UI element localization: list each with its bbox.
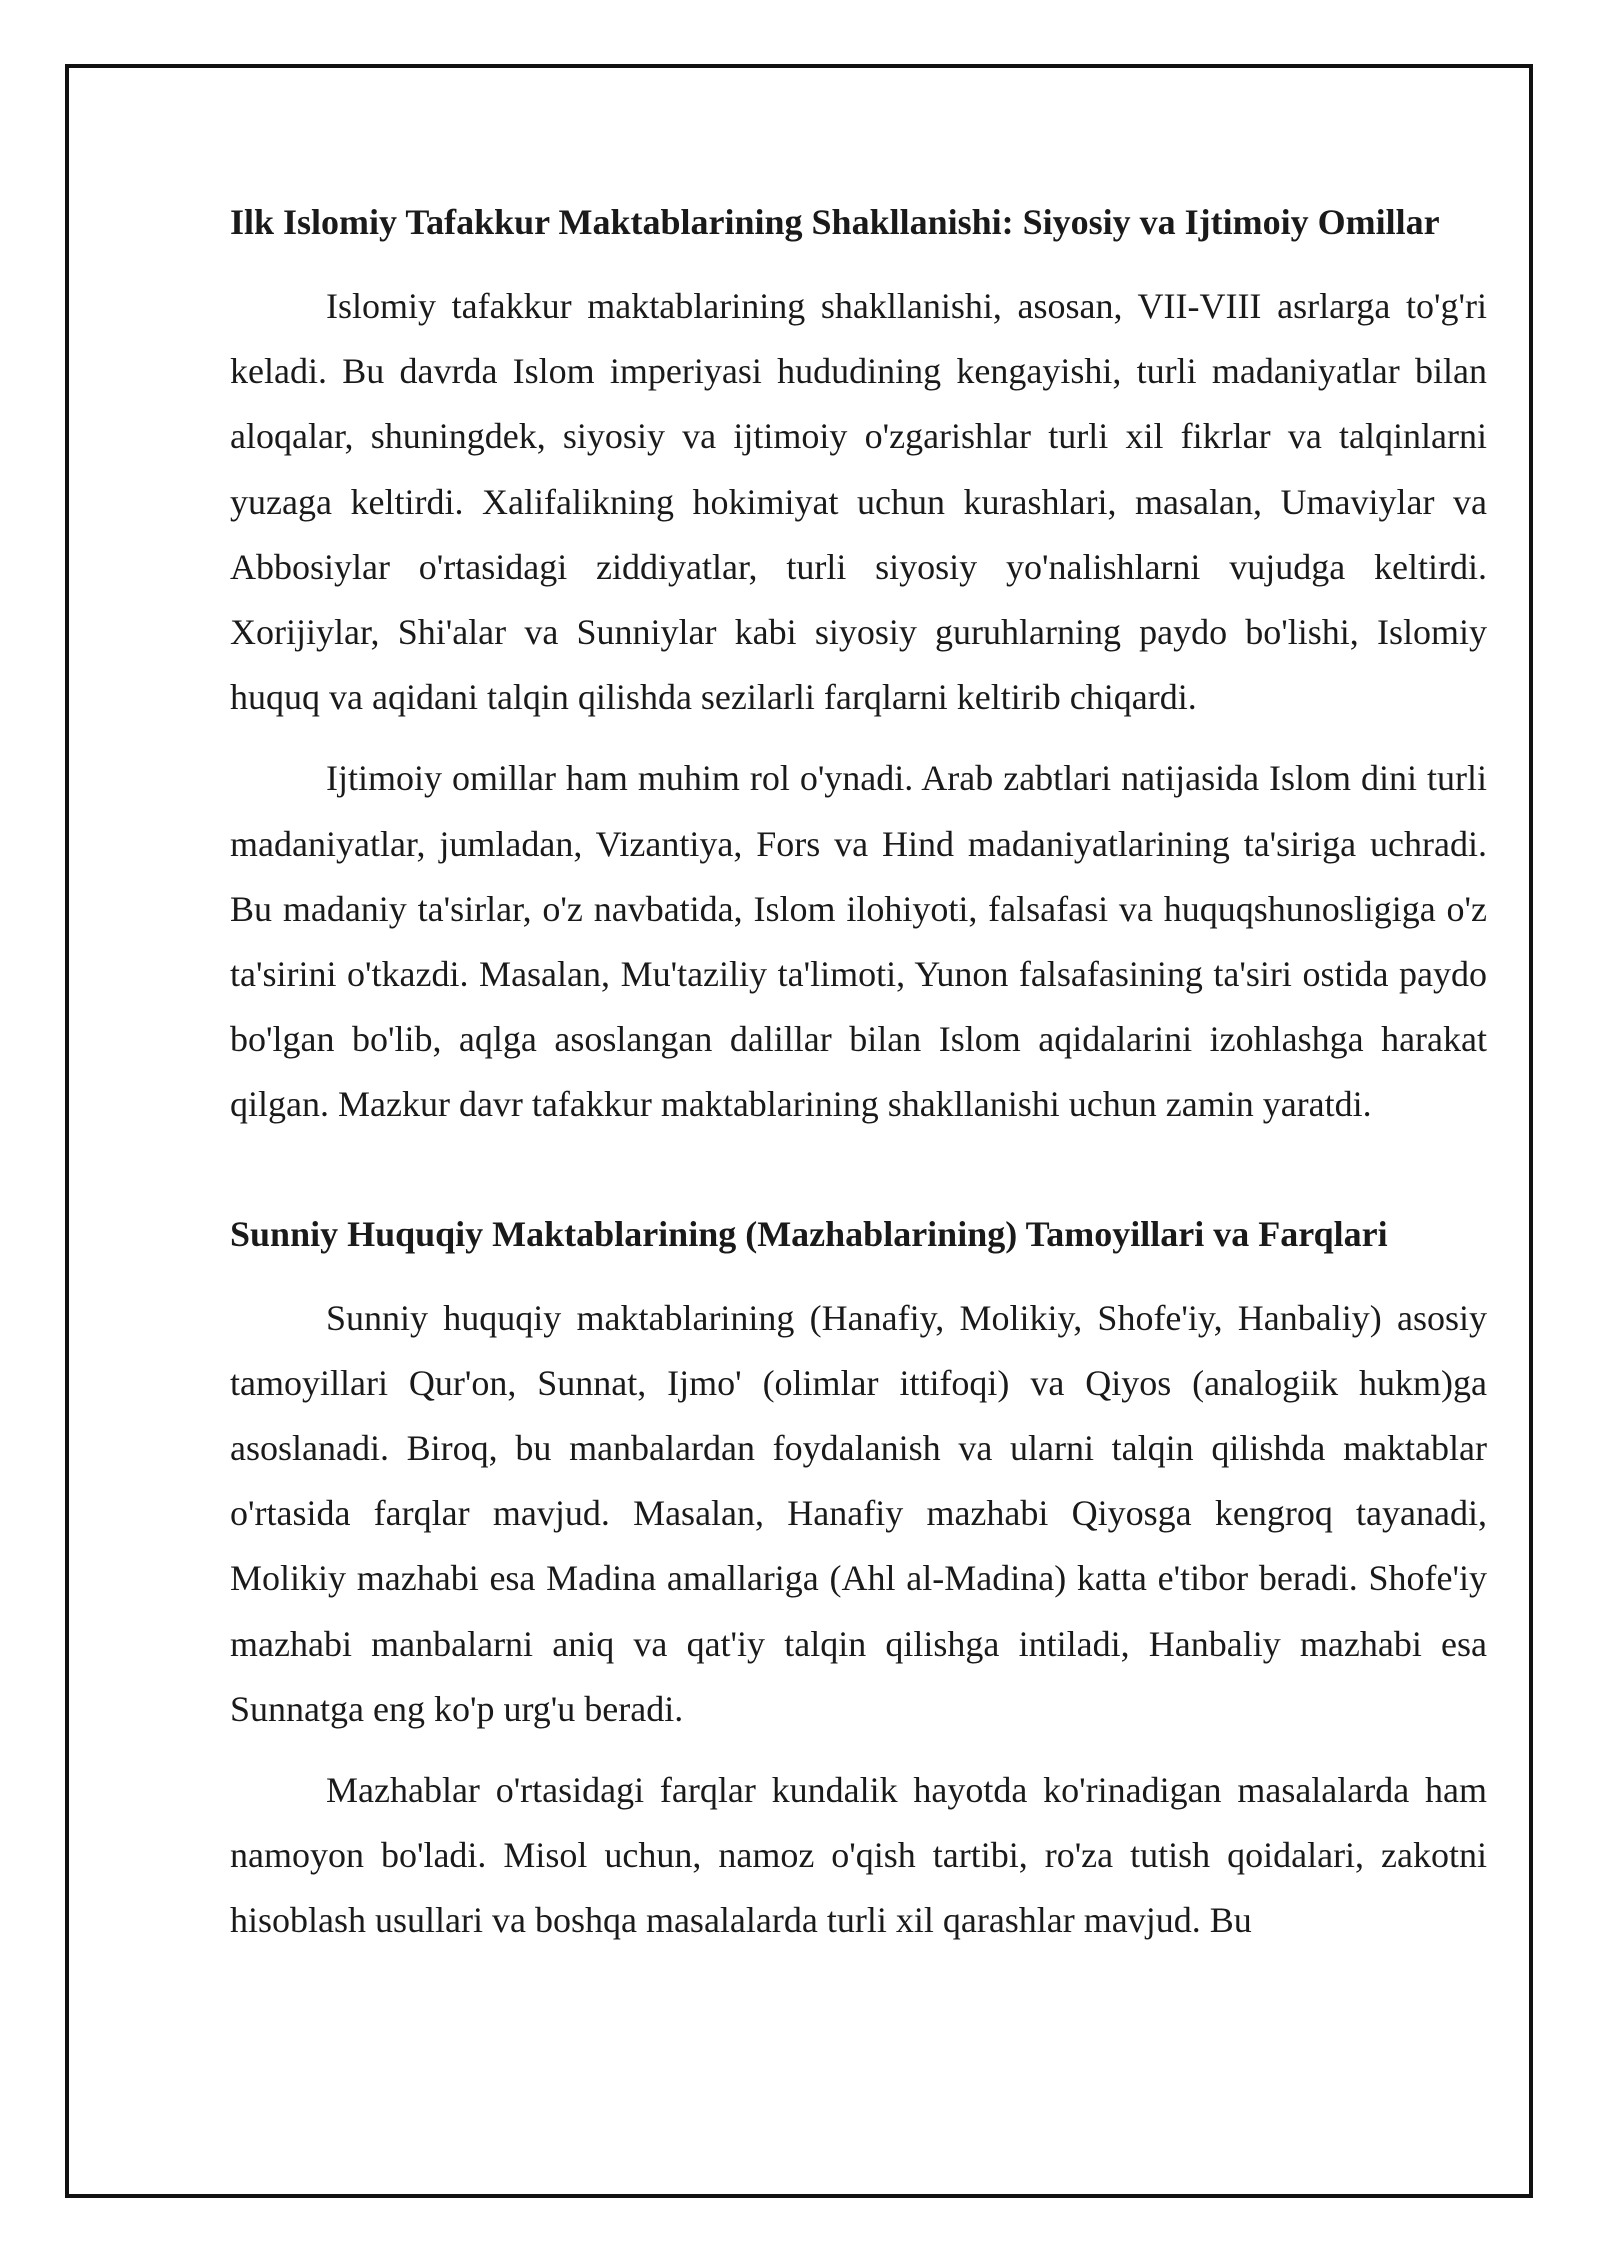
section-heading-formation: Ilk Islomiy Tafakkur Maktablarining Shakllanishi: Siyosiy va Ijtimoiy Omillar [230,202,1440,242]
paragraph-political-factors: Islomiy tafakkur maktablarining shakllanishi, asosan, VII-VIII asrlarga to'g'ri keladi. Bu davrda Islom imperiyasi hududining kengayishi, turli madaniyatlar bilan aloqalar, shuningdek, siyosiy va ijtimoiy o'zgarishlar turli xil fikrlar va talqinlarni yuzaga keltirdi. Xalifalikning hokimiyat uchun kurashlari, masalan, Umaviylar va Abbosiylar o'rtasidagi ziddiyatlar, turli siyosiy yo'nalishlarni vujudga keltirdi. Xorijiylar, Shi'alar va Sunniylar kabi siyosiy guruhlarning paydo bo'lishi, Islomiy huquq va aqidani talqin qilishda sezilarli farqlarni keltirib chiqardi. [230,286,1487,718]
section-heading-sunni-schools: Sunniy Huquqiy Maktablarining (Mazhablarining) Tamoyillari va Farqlari [230,1213,1388,1254]
paragraph-school-differences: Mazhablar o'rtasidagi farqlar kundalik hayotda ko'rinadigan masalalarda ham namoyon bo'ladi. Misol uchun, namoz o'qish tartibi, ro'za tutish qoidalari, zakotni hisoblash usullari va boshqa masalalarda turli xil qarashlar mavjud. Bu [230,1770,1487,1941]
document-body [230,198,1487,1954]
paragraph-school-principles: Sunniy huquqiy maktablarining (Hanafiy, Molikiy, Shofe'iy, Hanbaliy) asosiy tamoyillari Qur'on, Sunnat, Ijmo' (olimlar ittifoqi) va Qiyos (analogiik hukm)ga asoslanadi. Biroq, bu manbalardan foydalanish va ularni talqin qilishda maktablar o'rtasida farqlar mavjud. Masalan, Hanafiy mazhabi Qiyosga kengroq tayanadi, Molikiy mazhabi esa Madina amallariga (Ahl al-Madina) katta e'tibor beradi. Shofe'iy mazhabi manbalarni aniq va qat'iy talqin qilishga intiladi, Hanbaliy mazhabi esa Sunnatga eng ko'p urg'u beradi. [230,1297,1487,1729]
paragraph-social-factors: Ijtimoiy omillar ham muhim rol o'ynadi. Arab zabtlari natijasida Islom dini turli madaniyatlar, jumladan, Vizantiya, Fors va Hind madaniyatlarining ta'siriga uchradi. Bu madaniy ta'sirlar, o'z navbatida, Islom ilohiyoti, falsafasi va huquqshunosligiga o'z ta'sirini o'tkazdi. Masalan, Mu'taziliy ta'limoti, Yunon falsafasining ta'siri ostida paydo bo'lgan bo'lib, aqlga asoslangan dalillar bilan Islom aqidalarini izohlashga harakat qilgan. Mazkur davr tafakkur maktablarining shakllanishi uchun zamin yaratdi. [230,758,1487,1125]
